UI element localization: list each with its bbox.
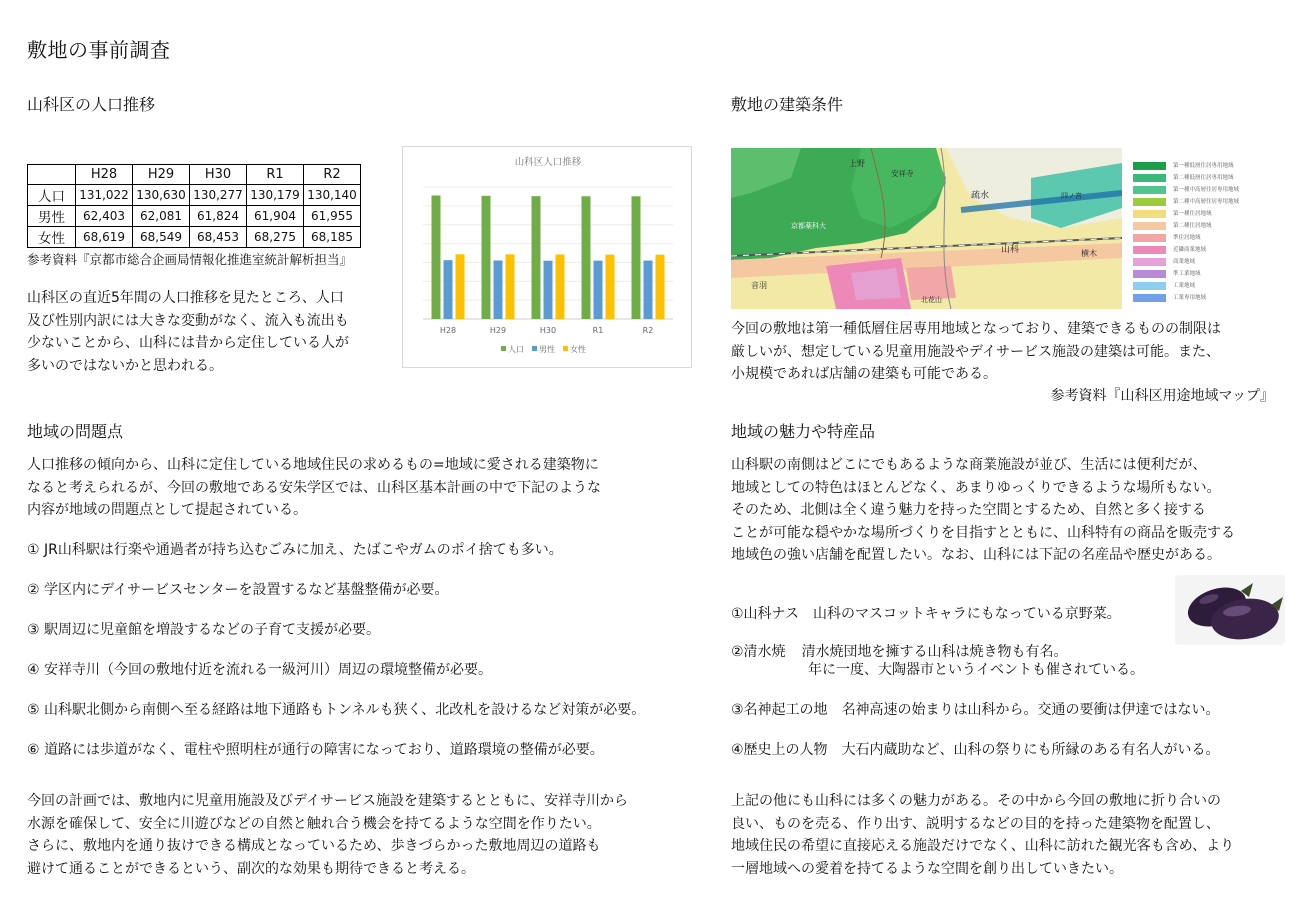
text-line: 小規模であれば店舗の建築も可能である。 [731,366,997,382]
table-cell: 68,185 [304,227,361,248]
table-cell: 61,955 [304,206,361,227]
attraction-name: ③名神起工の地 [731,702,828,718]
problem-item: ⑥ 道路には歩道がなく、電柱や照明柱が通行の障害になっており、道路環境の整備が必要。 [27,742,604,758]
building-heading: 敷地の建築条件 [731,95,844,114]
attraction-desc: 大石内蔵助など、山科の祭りにも所縁のある有名人がいる。 [841,742,1220,758]
table-row-label: 人口 [28,185,76,206]
chart-bar-女性-R1 [606,255,615,319]
table-header-cell: H30 [190,165,247,185]
text-line: 少ないことから、山科には昔から定住している人が [27,335,349,351]
chart-title: 山科区人口推移 [514,157,582,168]
text-line: そのため、北側は全く違う魅力を持った空間とするため、自然と多く接する [731,502,1206,518]
population-heading: 山科区の人口推移 [27,95,156,114]
table-header-cell: R1 [247,165,304,185]
text-line: 参考資料『山科区用途地域マップ』 [1050,388,1274,404]
legend-label: 準住居地域 [1173,235,1201,241]
legend-item [1133,220,1263,232]
eggplant-icon [1175,575,1285,645]
chart-bar-人口-H29 [482,196,491,319]
problem-item: ④ 安祥寺川（今回の敷地付近を流れる一級河川）周辺の環境整備が必要。 [27,662,492,678]
population-table [27,164,361,248]
chart-bar-男性-H28 [444,260,453,319]
attraction-desc: 山科のマスコットキャラにもなっている京野菜。 [813,606,1121,622]
attraction-item [731,739,1220,759]
legend-swatch [1133,162,1166,170]
table-cell: 61,824 [190,206,247,227]
text-line: 内容が地域の問題点として提起されている。 [27,502,307,518]
text-line: 上記の他にも山科には多くの魅力がある。その中から今回の敷地に折り合いの [731,793,1221,809]
map-label: 疏水 [971,191,990,201]
legend-swatch [1133,222,1166,230]
text-line: 地域住民の希望に直接応える施設だけでなく、山科に訪れた観光客も含め、より [731,838,1235,854]
population-reference: 参考資料『京都市総合企画局情報化推進室統計解析担当』 [27,252,353,267]
legend-item [1133,268,1263,280]
table-cell: 62,403 [76,206,133,227]
chart-bar-人口-H28 [432,195,441,319]
attraction-desc: 名神高速の始まりは山科から。交通の要衝は伊達ではない。 [841,702,1220,718]
legend-item [1133,280,1263,292]
chart-bar-女性-H29 [506,254,515,319]
page-title: 敷地の事前調査 [27,38,171,62]
legend-label: 第一種低層住居専用地域 [1173,163,1234,169]
text-line: 今回の計画では、敷地内に児童用施設及びデイサービス施設を建築するとともに、安祥寺川から [27,793,629,809]
text-line: 人口推移の傾向から、山科に定住している地域住民の求めるもの=地域に愛される建築物に [27,457,599,473]
table-cell: 130,630 [133,185,190,206]
map-label: 横木 [1081,249,1097,258]
chart-x-tick-label: R1 [592,326,604,335]
problem-item: ① JR山科駅は行楽や通過者が持ち込むごみに加え、たばこやガムのポイ捨ても多い。 [27,542,563,558]
map-label: 京都薬科大 [791,222,826,230]
chart-legend-label: 人口 [508,345,524,354]
chart-bar-女性-H28 [456,254,465,319]
attraction-desc: 年に一度、大陶器市というイベントも催されている。 [808,662,1144,678]
chart-bar-女性-R2 [656,255,665,319]
table-cell: 131,022 [76,185,133,206]
legend-item [1133,244,1263,256]
building-reference [1051,385,1274,408]
legend-label: 商業地域 [1173,259,1196,265]
map-label: 上野 [849,159,865,168]
table-cell: 61,904 [247,206,304,227]
legend-label: 第二種中高層住居専用地域 [1173,199,1240,205]
zoning-map-image [731,148,1122,309]
problem-item: ② 学区内にデイサービスセンターを設置するなど基盤整備が必要。 [27,582,449,598]
map-label: 山科 [1001,245,1020,255]
table-header-cell: R2 [304,165,361,185]
legend-label: 第二種住居地域 [1173,223,1212,229]
text-line: 避けて通ることができるという、副次的な効果も期待できると考える。 [27,860,475,877]
zoning-legend [1133,160,1273,310]
text-line: 地域としての特色はほとんどなく、あまりゆっくりできるような場所もない。 [731,479,1221,496]
legend-item [1133,232,1263,244]
table-header-cell: H28 [76,165,133,185]
table-cell: 130,140 [304,185,361,206]
legend-item [1133,292,1263,304]
text-line: 山科区の直近5年間の人口推移を見たところ、人口 [27,290,344,306]
text-line: さらに、敷地内を通り抜けできる構成となっているため、歩きづらかった敷地周辺の道路も [27,838,601,854]
population-chart-svg [403,147,693,369]
legend-label: 第一種住居地域 [1173,211,1212,217]
eggplant-image [1175,575,1285,645]
table-header-cell [28,165,76,185]
attraction-name: ①山科ナス [731,606,799,622]
table-cell: 68,453 [190,227,247,248]
text-line: 多いのではないかと思われる。 [27,357,223,374]
chart-x-tick-label: H30 [539,326,557,335]
chart-legend-label: 男性 [539,345,555,354]
legend-swatch [1133,198,1166,206]
attraction-name: ④歴史上の人物 [731,742,828,758]
map-label: 北花山 [921,296,942,304]
table-row-label: 女性 [28,227,76,248]
table-cell: 68,619 [76,227,133,248]
text-line: なると考えられるが、今回の敷地である安朱学区では、山科区基本計画の中で下記のような [27,479,601,496]
table-cell: 68,275 [247,227,304,248]
legend-label: 工業地域 [1173,283,1196,289]
chart-legend-swatch [532,346,537,351]
legend-item [1133,256,1263,268]
legend-swatch [1133,270,1166,278]
chart-x-tick-label: H29 [489,326,507,335]
table-row [28,185,361,206]
text-line: 厳しいが、想定している児童用施設やデイサービス施設の建築は可能。また、 [731,343,1221,360]
legend-swatch [1133,246,1166,254]
table-header-row [28,165,361,185]
building-description [731,318,1221,386]
legend-item [1133,208,1263,220]
legend-swatch [1133,258,1166,266]
legend-item [1133,196,1263,208]
legend-label: 工業専用地域 [1173,295,1207,301]
chart-bar-人口-R2 [632,196,641,319]
attraction-item [731,603,1121,623]
table-cell: 130,179 [247,185,304,206]
attraction-name: ②清水焼 [731,644,786,660]
attraction-item [731,699,1220,719]
text-line: 一層地域への愛着を持てるような空間を創り出していきたい。 [731,860,1123,877]
legend-swatch [1133,174,1166,182]
table-row [28,206,361,227]
population-description [27,287,349,377]
legend-swatch [1133,294,1166,302]
chart-bar-男性-R2 [644,261,653,319]
text-line: 地域色の強い店舗を配置したい。なお、山科には下記の名産品や歴史がある。 [731,547,1221,563]
table-row [28,227,361,248]
chart-legend-label: 女性 [570,345,586,354]
legend-item [1133,172,1263,184]
chart-bar-女性-H30 [556,254,565,319]
problem-item: ③ 駅周辺に児童館を増設するなどの子育て支援が必要。 [27,622,380,638]
legend-label: 第一種中高層住居専用地域 [1173,187,1240,193]
table-cell: 62,081 [133,206,190,227]
plan-description [27,790,628,880]
legend-swatch [1133,282,1166,290]
chart-bar-人口-H30 [532,196,541,319]
text-line: 良い、ものを売る、作り出す、説明するなどの目的を持った建築物を配置し、 [731,815,1220,832]
chart-bar-男性-H29 [494,260,503,319]
problem-item: ⑤ 山科駅北側から南側へ至る経路は地下通路もトンネルも狭く、北改札を設けるなど対策が必要。 [27,702,646,718]
legend-swatch [1133,234,1166,242]
legend-swatch [1133,210,1166,218]
table-cell: 68,549 [133,227,190,248]
text-line: 水源を確保して、安全に川遊びなどの自然と触れ合う機会を持てるような空間を作りたい。 [27,815,601,832]
attractions-closing [731,790,1234,880]
text-line: 山科駅の南側はどこにでもあるような商業施設が並び、生活には便利だが、 [731,457,1207,473]
map-label: 音羽 [751,281,767,290]
legend-item [1133,160,1263,172]
chart-bar-人口-R1 [582,196,591,319]
table-header-cell: H29 [133,165,190,185]
legend-item [1133,184,1263,196]
chart-x-tick-label: H28 [439,326,457,335]
legend-swatch [1133,186,1166,194]
text-line: ことが可能な穏やかな場所づくりを目指すとともに、山科特有の商品を販売する [731,524,1235,541]
legend-label: 第二種低層住居専用地域 [1173,175,1234,181]
chart-bar-男性-H30 [544,261,553,319]
attractions-intro [731,454,1235,567]
text-line: 及び性別内訳には大きな変動がなく、流入も流出も [27,312,349,329]
zoning-map [731,148,1122,309]
table-cell: 130,277 [190,185,247,206]
chart-x-tick-label: R2 [642,326,654,335]
chart-legend-swatch [501,346,506,351]
legend-label: 近隣商業地域 [1173,247,1207,253]
chart-bar-男性-R1 [594,261,603,319]
map-label: 安祥寺 [891,169,914,178]
legend-label: 準工業地域 [1173,271,1201,277]
problems-heading: 地域の問題点 [27,422,124,441]
table-row-label: 男性 [28,206,76,227]
text-line: 今回の敷地は第一種低層住居専用地域となっており、建築できるものの制限は [731,321,1221,337]
problems-intro [27,454,601,522]
attractions-heading: 地域の魅力や特産品 [731,422,876,441]
chart-legend-swatch [563,346,568,351]
attraction-desc: 清水焼団地を擁する山科は焼き物も有名。 [801,644,1068,660]
map-label: 四ノ宮 [1061,192,1082,200]
population-chart [402,146,692,368]
attraction-item [731,643,1144,679]
